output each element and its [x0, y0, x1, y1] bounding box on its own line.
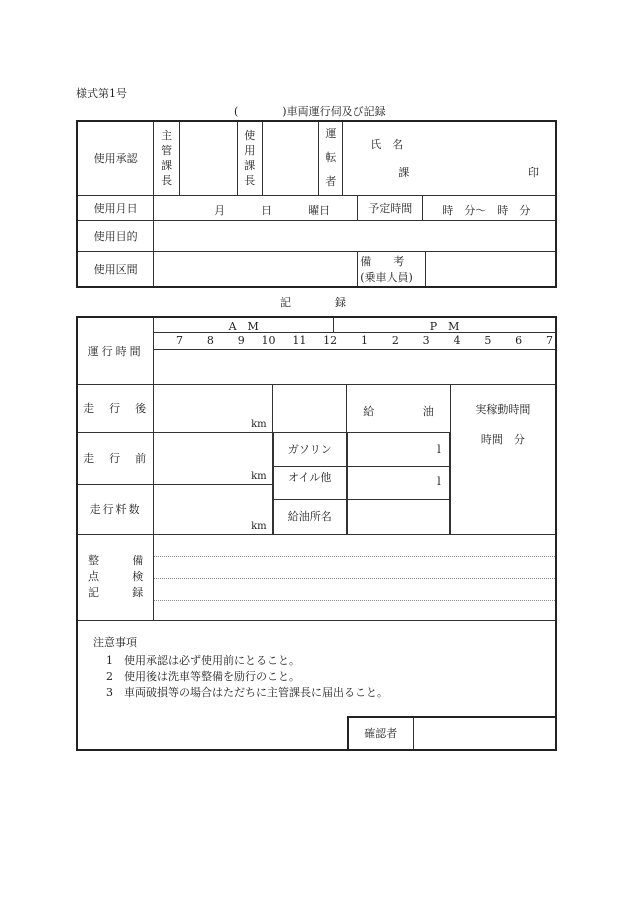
remarks-title: 備 考 [360, 254, 405, 268]
remarks-label [358, 251, 426, 287]
actual-label: 実稼動時間 [475, 402, 531, 416]
station-amount-stack [347, 474, 450, 535]
seal-label: 印 [528, 166, 539, 179]
chief-label [154, 121, 180, 195]
oil-amount-tail [347, 474, 450, 500]
user-chief-char: 使 [244, 129, 256, 143]
station-stack [272, 485, 347, 535]
record-title: 記 録 [280, 296, 346, 309]
dept-label: 課 [398, 166, 410, 179]
date-label: 使用月日 [77, 195, 154, 220]
maintenance-field[interactable] [154, 534, 556, 620]
month-label: 月 [214, 203, 226, 217]
am-label: A M [154, 318, 334, 333]
ampm-header [154, 317, 556, 333]
chief-seal-box[interactable] [180, 121, 238, 195]
km-unit: km [251, 471, 267, 482]
remarks-sub: (乗車人員) [360, 270, 413, 284]
notes-heading: 注意事項 [93, 636, 137, 649]
user-chief-seal-box[interactable] [262, 121, 319, 195]
note-item-3: 3 車両破損等の場合はただちに主管課長に届出ること。 [106, 686, 388, 699]
driver-char: 運 [325, 127, 337, 141]
after-run-label: 走 行 後 [77, 384, 154, 432]
user-chief-char: 用 [244, 144, 256, 158]
liter-unit: l [437, 442, 441, 456]
notes-bottom-blank [77, 716, 347, 750]
maintenance-char: 備 [132, 554, 144, 567]
driver-label [319, 121, 343, 195]
operation-label: 運行時間 [77, 317, 154, 384]
gasoline-amount[interactable] [347, 433, 450, 467]
maintenance-char: 点 [88, 570, 99, 583]
scheduled-label: 予定時間 [358, 196, 423, 221]
maintenance-label-line [88, 585, 143, 601]
purpose-label: 使用目的 [77, 220, 154, 251]
km-count-field[interactable] [154, 485, 272, 535]
hour-label: 3 [422, 334, 430, 348]
chief-char: 長 [161, 174, 173, 188]
pm-label: P M [334, 318, 555, 333]
after-run-field[interactable] [154, 384, 272, 432]
km-count-label: 走行粁数 [77, 485, 154, 535]
liter-unit: l [437, 474, 441, 488]
before-run-label: 走 行 前 [77, 432, 154, 485]
maintenance-char: 整 [88, 554, 99, 567]
user-chief-char: 長 [244, 174, 256, 188]
day-label: 日 [261, 203, 273, 217]
blank-cell [272, 384, 347, 432]
scheduled-time-field[interactable] [358, 195, 556, 220]
date-field[interactable] [154, 195, 358, 220]
remarks-field[interactable] [426, 251, 556, 287]
maintenance-char: 記 [88, 586, 99, 599]
hour-label: 12 [323, 334, 338, 348]
form-title: ( )車両運行伺及び記録 [234, 105, 386, 118]
hour-label: 6 [515, 334, 523, 348]
maintenance-char: 検 [132, 570, 144, 583]
section-label: 使用区間 [77, 251, 154, 287]
before-run-field[interactable] [154, 432, 272, 485]
chief-char: 課 [161, 159, 173, 173]
actual-value: 時間 分 [480, 432, 525, 446]
note-item-1: 1 使用承認は必ず使用前にとること。 [106, 654, 300, 667]
hour-ticks[interactable] [154, 349, 556, 384]
hour-label: 2 [391, 334, 399, 348]
hour-label: 10 [261, 334, 276, 348]
maintenance-label [77, 534, 154, 620]
hour-label: 4 [453, 334, 461, 348]
km-unit: km [251, 520, 267, 532]
oil-amount[interactable] [347, 467, 450, 485]
note-item-2: 2 使用後は洗車等整備を励行のこと。 [106, 670, 300, 683]
maintenance-char: 録 [132, 586, 144, 599]
form-number: 様式第1号 [76, 87, 127, 100]
hour-label: 7 [545, 334, 553, 348]
km-unit: km [251, 418, 267, 430]
actual-time-box[interactable] [450, 384, 556, 534]
driver-char: 者 [325, 175, 337, 189]
confirm-row [347, 716, 450, 750]
fuel-label-right: 油 [422, 404, 434, 418]
name-label: 氏 名 [370, 138, 404, 151]
hour-label: 5 [484, 334, 492, 348]
time-range: 時 分〜 時 分 [442, 203, 531, 217]
fuel-header [347, 384, 450, 432]
chief-char: 管 [161, 144, 173, 158]
application-table [76, 120, 557, 288]
user-chief-label [237, 121, 262, 195]
fuel-label-left: 給 [363, 404, 375, 418]
user-chief-char: 課 [244, 159, 256, 173]
confirm-field[interactable] [450, 716, 556, 750]
hour-label: 8 [206, 334, 214, 348]
approval-label: 使用承認 [77, 121, 154, 195]
oil-label: オイル他 [273, 467, 347, 485]
purpose-field[interactable] [154, 220, 556, 251]
driver-info-box[interactable] [343, 121, 556, 195]
confirm-label: 確認者 [349, 718, 414, 749]
hour-label: 1 [361, 334, 368, 348]
oil-label-tail [273, 485, 347, 500]
maintenance-label-line [88, 569, 143, 585]
maintenance-label-line [88, 553, 143, 569]
section-field[interactable] [154, 251, 358, 287]
gasoline-label: ガソリン [273, 433, 347, 467]
driver-char: 転 [325, 151, 337, 165]
fuel-type-stack [272, 432, 347, 485]
weekday-label: 曜日 [308, 203, 331, 217]
fuel-amount-stack [347, 432, 450, 485]
hour-numbers [154, 333, 556, 349]
hour-label: 11 [292, 334, 307, 348]
station-field[interactable] [347, 500, 450, 534]
chief-char: 主 [161, 129, 173, 143]
station-label: 給油所名 [273, 500, 347, 534]
hour-label: 7 [176, 334, 184, 348]
hour-label: 9 [237, 334, 245, 348]
